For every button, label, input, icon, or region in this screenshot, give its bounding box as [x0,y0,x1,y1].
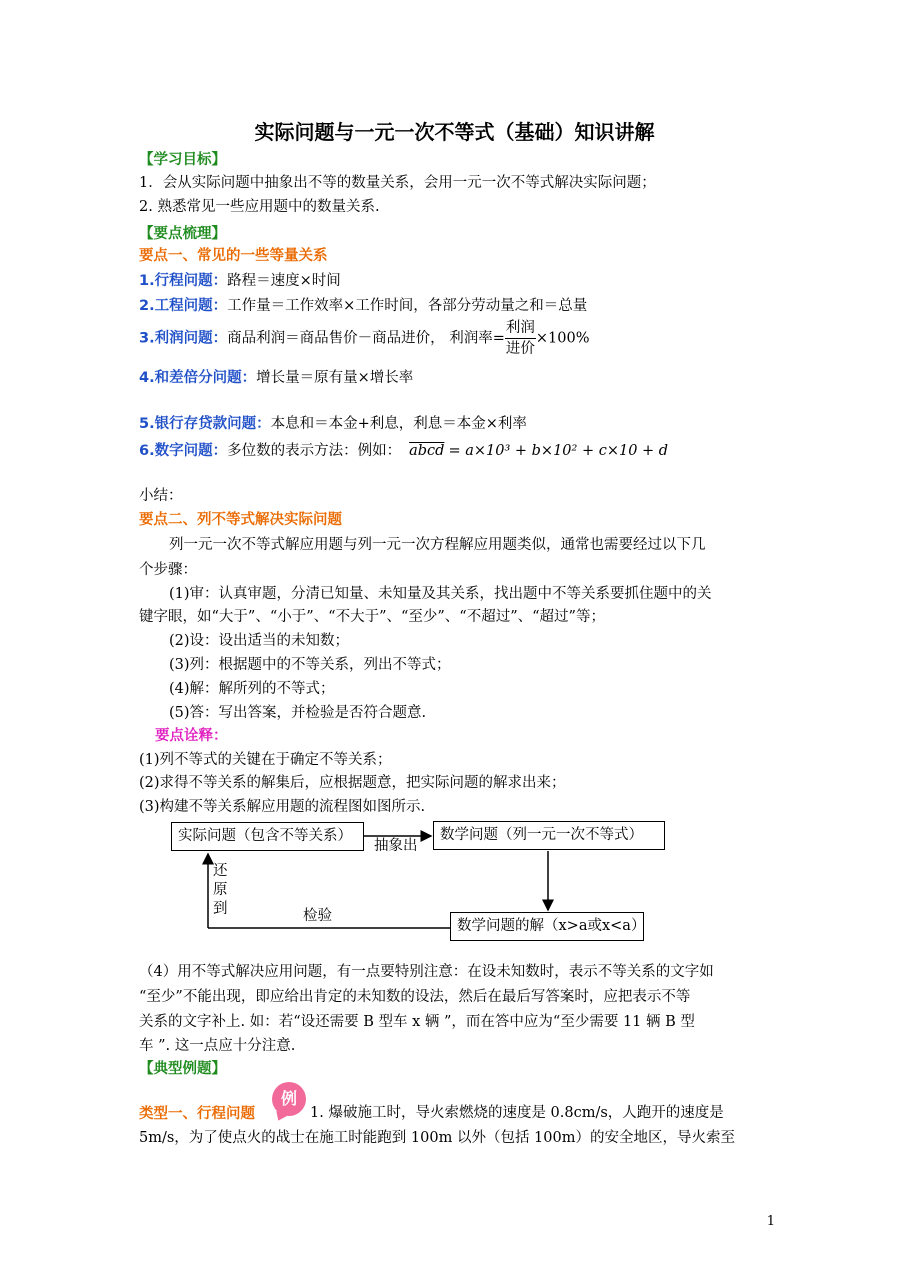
item-3-text: 商品利润＝商品售价－商品进价， 利润率= [227,330,505,347]
example1-line-2: 5m/s，为了使点火的战士在施工时能跑到 100m 以外（包括 100m）的安全地区，导火索至 [139,1130,735,1146]
item-5 [139,414,527,434]
example1-line-1: 1. 爆破施工时，导火索燃烧的速度是 0.8cm/s，人跑开的速度是 [310,1105,724,1121]
item-1-text: 路程＝速度×时间 [227,273,341,289]
point2-intro-2: 个步骤： [139,562,197,578]
flow-box-real-problem: 实际问题（包含不等关系） [171,822,364,851]
goal-2: 2. 熟悉常见一些应用题中的数量关系. [139,199,380,215]
fraction-numerator: 利润 [505,318,536,339]
step-4: (4)解：解所列的不等式； [169,681,335,697]
item-4-label: 4.和差倍分问题： [139,370,257,386]
item-2-label: 2.工程问题： [139,298,228,314]
step-1a: (1)审：认真审题，分清已知量、未知量及其关系，找出题中不等关系要抓住题中的关 [169,586,712,602]
item-2-text: 工作量＝工作效率×工作时间，各部分劳动量之和＝总量 [227,298,588,314]
point2-title: 要点二、列不等式解决实际问题 [139,512,342,528]
item-4 [139,368,413,388]
flow-box-math-problem: 数学问题（列一元一次不等式） [433,821,665,850]
item-6-text: 多位数的表示方法：例如： [227,443,402,459]
page-title: 实际问题与一元一次不等式（基础）知识讲解 [254,120,655,144]
item-6 [139,441,668,461]
flow-label-restore: 还原到 [213,863,228,917]
step-3: (3)列：根据题中的不等关系，列出不等式； [169,657,451,673]
p4-line-4: 车 ”. 这一点应十分注意. [139,1038,296,1054]
item-3-label: 3.利润问题： [139,330,228,347]
step-5: (5)答：写出答案，并检验是否符合题意. [169,705,427,721]
note-title: 要点诠释： [155,728,228,744]
goal-1: 1．会从实际问题中抽象出不等的数量关系，会用一元一次不等式解决实际问题； [139,175,656,191]
flow-label-check: 检验 [303,908,332,924]
point1-title: 要点一、常见的一些等量关系 [139,248,328,264]
example-badge-icon: 例 [272,1082,306,1116]
note-1: (1)列不等式的关键在于确定不等关系； [139,752,392,768]
digit-formula: = a×10³ + b×10² + c×10 + d [448,443,669,459]
flow-box-math-solution: 数学问题的解（x>a或x<a） [450,912,644,941]
item-2 [139,296,587,316]
fraction-denominator: 进价 [505,341,535,357]
step-2: (2)设：设出适当的未知数； [169,633,350,649]
item-5-label: 5.银行存贷款问题： [139,416,271,432]
item-6-label: 6.数字问题： [139,443,228,459]
p4-line-3: 关系的文字补上. 如：若“设还需要 B 型车 x 辆 ”，而在答中应为“至少需要 11 辆 B 型 [139,1014,695,1030]
flow-label-abstract: 抽象出 [374,838,418,854]
point2-intro-1: 列一元一次不等式解应用题与列一元一次方程解应用题类似，通常也需要经过以下几 [169,537,706,553]
summary-label: 小结： [139,488,183,504]
item-3 [139,318,589,359]
type1-title: 类型一、行程问题 [139,1106,255,1122]
digit-overline: abcd [409,443,445,459]
flow-arrows [160,820,680,950]
p4-line-1: （4）用不等式解决应用问题，有一点要特别注意：在设未知数时，表示不等关系的文字如 [139,964,714,980]
note-2: (2)求得不等关系的解集后，应根据题意，把实际问题的解求出来； [139,775,566,791]
section-goals-heading: 【学习目标】 [139,152,226,168]
note-3: (3)构建不等关系解应用题的流程图如图所示. [139,799,426,815]
section-examples-heading: 【典型例题】 [139,1061,226,1077]
profit-rate-fraction [505,318,536,359]
page-number: 1 [766,1214,775,1229]
item-5-text: 本息和＝本金+利息，利息＝本金×利率 [270,416,527,432]
step-1b: 键字眼，如“大于”、“小于”、“不大于”、“至少”、“不超过”、“超过”等； [139,609,605,625]
item-4-text: 增长量＝原有量×增长率 [256,370,414,386]
item-1 [139,271,341,291]
item-1-label: 1.行程问题： [139,273,228,289]
p4-line-2: “至少”不能出现，即应给出肯定的未知数的设法，然后在最后写答案时，应把表示不等 [139,989,691,1005]
item-3-tail: ×100% [535,330,590,347]
section-points-heading: 【要点梳理】 [139,226,226,242]
